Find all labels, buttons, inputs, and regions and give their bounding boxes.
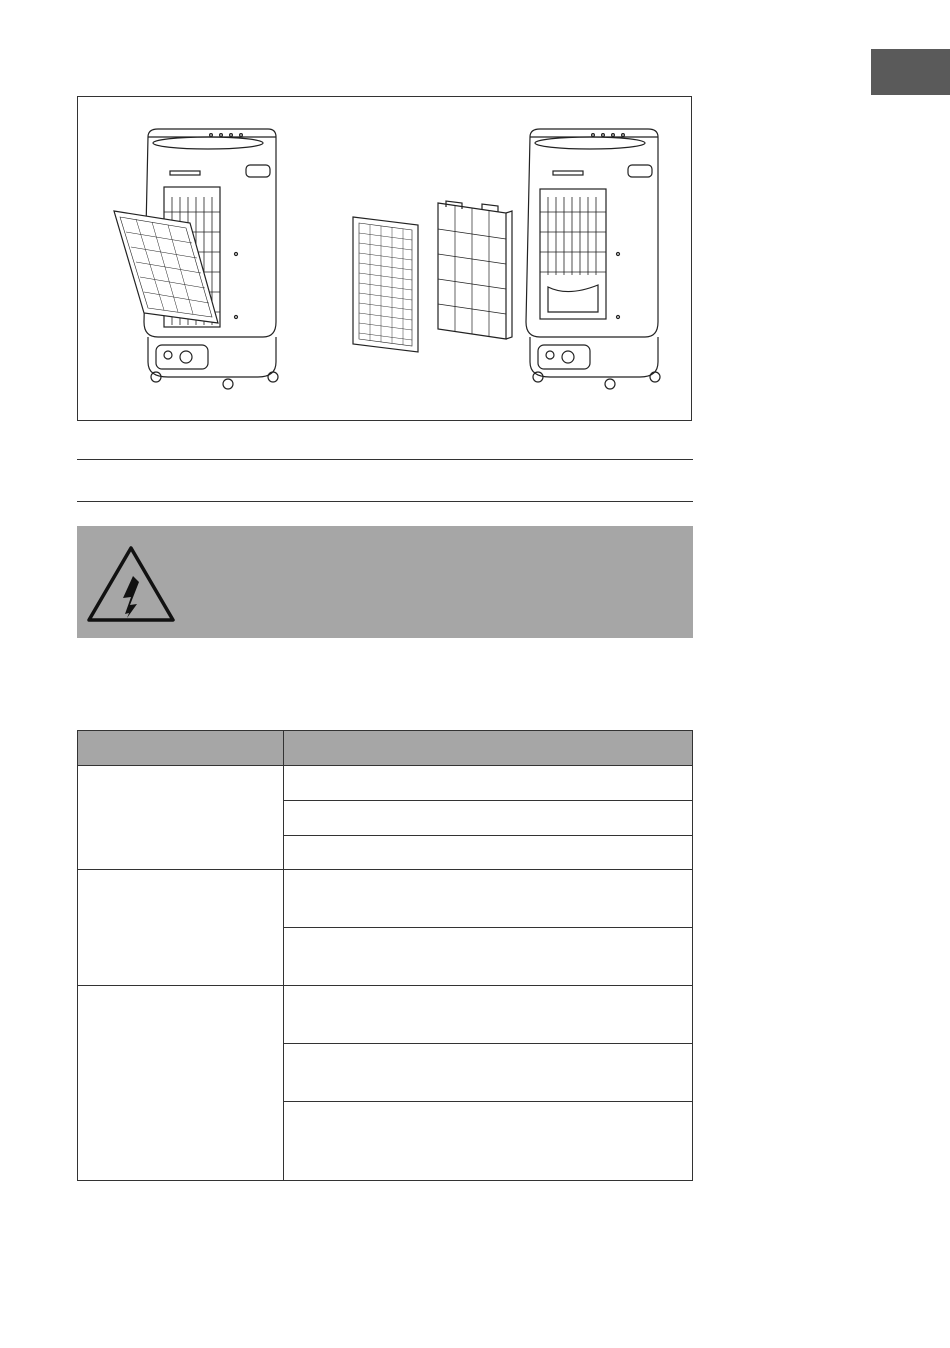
honeycomb-filter-icon [353,217,418,352]
section-rule-bottom [77,501,693,502]
warning-box [77,526,693,638]
problem-cell [78,986,284,1181]
solution-cell [284,1102,693,1181]
problem-cell [78,870,284,986]
table-row [78,870,693,928]
solution-cell [284,1044,693,1102]
solution-cell [284,870,693,928]
table-header-row [78,731,693,766]
solution-cell [284,986,693,1044]
table-row [78,766,693,801]
high-voltage-warning-icon [85,542,177,626]
table-row [78,986,693,1044]
grid-filter-frame-icon [438,201,512,339]
column-header-solution [284,731,693,766]
solution-cell [284,928,693,986]
air-cooler-filter-open-icon [114,129,278,389]
column-header-problem [78,731,284,766]
solution-cell [284,766,693,801]
section-rule-top [77,459,693,460]
filter-illustration-figure [77,96,692,421]
problem-cell [78,766,284,870]
language-tab [871,49,950,95]
troubleshooting-table [77,730,693,1181]
air-cooler-filter-removed-icon [526,129,660,389]
solution-cell [284,836,693,870]
solution-cell [284,801,693,836]
